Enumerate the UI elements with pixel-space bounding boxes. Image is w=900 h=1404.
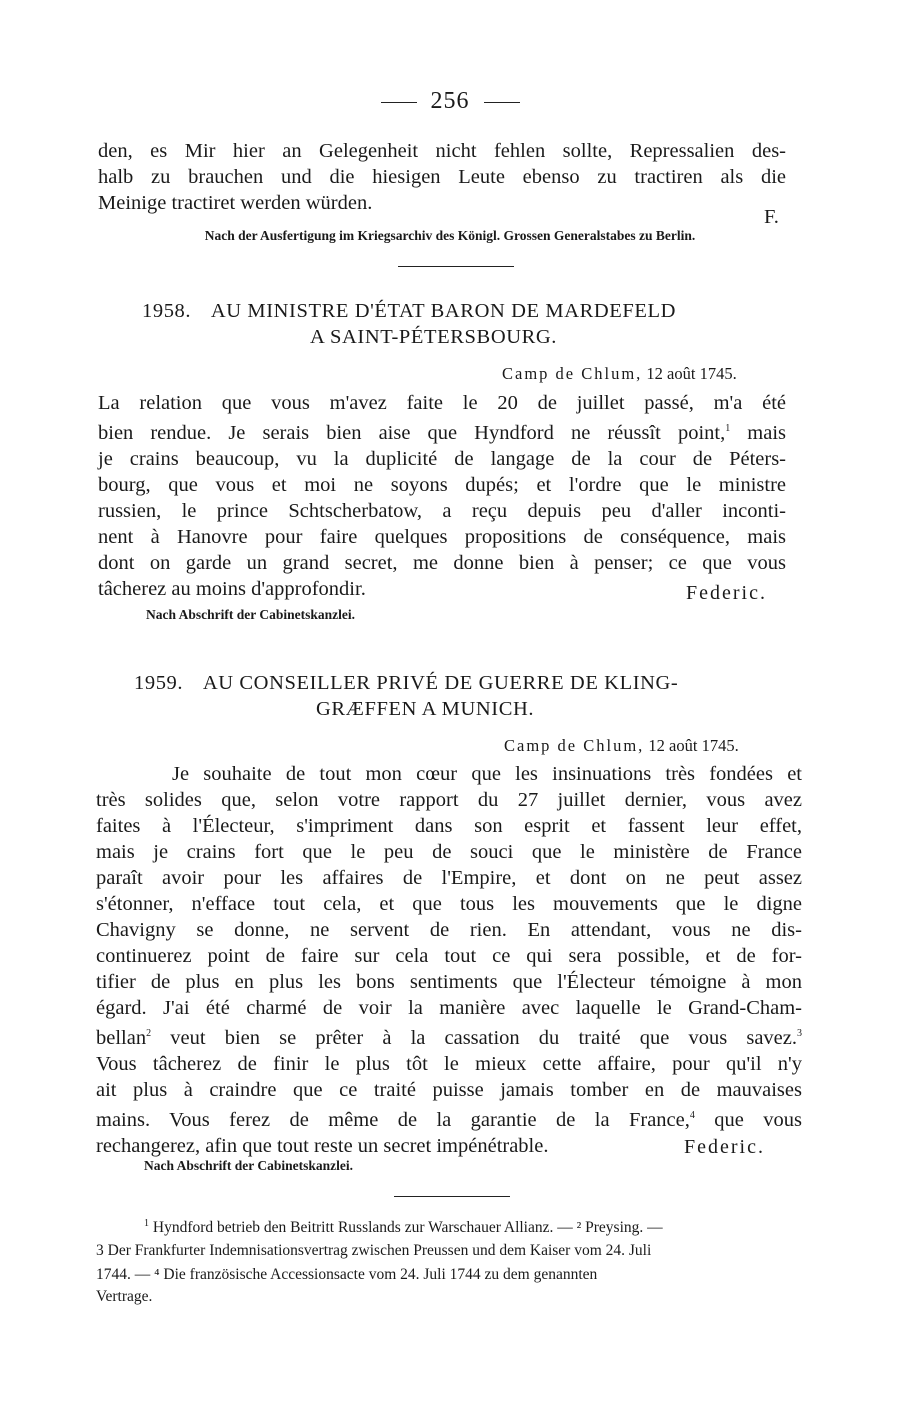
letter-1958-place-date	[502, 364, 737, 384]
body-line: mais je crains fort que le peu de souci que le ministère de France	[96, 841, 802, 863]
footnote-number: 1	[144, 1218, 149, 1229]
footnote-text: Hyndford betrieb den Beitritt Russlands zur Warschauer Allianz. — ² Preysing. —	[152, 1219, 663, 1237]
page-number-right-dash	[484, 102, 520, 103]
letter-1958-body	[98, 390, 786, 602]
letter-1958-heading	[142, 300, 676, 323]
page-number-text: 256	[430, 88, 470, 114]
body-line: continuerez point de faire sur cela tout ce qui sera possible, et de for-	[96, 945, 802, 967]
continuation-paragraph	[98, 138, 786, 216]
body-line: s'étonner, n'efface tout cela, et que tous les mouvements que le digne	[96, 893, 802, 915]
body-line-text: bien rendue. Je serais bien aise que Hyndford ne réussît point,	[98, 421, 726, 444]
letter-number: 1958.	[142, 300, 192, 322]
body-line-tail: veut bien se prêter à la cassation du traité que vous savez.	[170, 1026, 797, 1049]
letter-1959-place-date	[504, 736, 739, 756]
footnote-ref: 2	[146, 1028, 152, 1039]
body-line: tâcherez au moins d'approfondir.	[98, 577, 366, 600]
body-line	[96, 1021, 802, 1051]
footnote-line: 1744. — ⁴ Die französische Accessionsacte vom 24. Juli 1744 zu dem genannten	[96, 1266, 598, 1283]
body-line: nent à Hanovre pour faire quelques propositions de conséquence, mais	[98, 525, 786, 548]
footnote-ref: 4	[689, 1109, 695, 1121]
letter-date: 12 août 1745.	[648, 736, 739, 755]
body-line: russien, le prince Schtscherbatow, a reçu depuis peu d'aller inconti-	[98, 499, 786, 522]
letter-1958-source-note: Nach Abschrift der Cabinetskanzlei.	[146, 607, 356, 622]
letter-1959-signature: Federic.	[684, 1136, 765, 1158]
body-line	[96, 1103, 802, 1133]
body-line	[98, 416, 786, 446]
continuation-line: halb zu brauchen und die hiesigen Leute ebenso zu tractiren als die	[98, 166, 786, 188]
body-line: égard. J'ai été charmé de voir la manière avec laquelle le Grand-Cham-	[96, 997, 802, 1019]
letter-1959-heading-line2: GRÆFFEN A MUNICH.	[316, 698, 535, 720]
body-line: faites à l'Électeur, s'impriment dans son esprit et fassent leur effet,	[96, 815, 802, 837]
footnote-number: 3	[96, 1242, 104, 1259]
footnote-text: Der Frankfurter Indemnisationsvertrag zwischen Preussen und dem Kaiser vom 24. Juli	[107, 1242, 652, 1259]
place-name: Camp de Chlum,	[502, 364, 643, 383]
body-line: tifier de plus en plus les bons sentiments que l'Électeur témoigne à mon	[96, 971, 802, 993]
body-line: Chavigny se donne, ne servent de rien. En attendant, vous ne dis-	[96, 919, 802, 941]
footnote-line: Vertrage.	[96, 1288, 153, 1305]
letter-recipient: AU CONSEILLER PRIVÉ DE GUERRE DE KLING-	[202, 672, 679, 694]
body-line-text: bellan	[96, 1026, 147, 1049]
continuation-signature: F.	[764, 206, 779, 228]
footnote-line	[144, 1218, 663, 1237]
footnote-ref: 3	[797, 1028, 802, 1039]
place-name: Camp de Chlum,	[504, 736, 645, 755]
letter-1959-source-note: Nach Abschrift der Cabinetskanzlei.	[144, 1158, 354, 1173]
page-number-left-dash	[381, 102, 417, 103]
body-line: bourg, que vous et moi ne soyons dupés; et l'ordre que le ministre	[98, 473, 786, 496]
body-line-text: mains. Vous ferez de même de la garantie de la France,	[96, 1108, 690, 1131]
letter-1958-heading-line2: A SAINT-PÉTERSBOURG.	[310, 326, 558, 348]
body-line: paraît avoir pour les affaires de l'Empire, et dont on ne peut assez	[96, 867, 802, 889]
letter-recipient: AU MINISTRE D'ÉTAT BARON DE MARDEFELD	[210, 300, 677, 322]
body-line: rechangerez, afin que tout reste un secret impénétrable.	[96, 1134, 549, 1157]
body-line: dont on garde un grand secret, me donne bien à penser; ce que vous	[98, 551, 786, 574]
footnote-line	[96, 1242, 651, 1260]
body-line: Vous tâcherez de finir le plus tôt le mieux cette affaire, pour qu'il n'y	[96, 1052, 802, 1075]
letter-1959-heading	[134, 672, 678, 695]
body-line-tail: que vous	[714, 1108, 803, 1131]
section-divider	[398, 266, 514, 267]
body-line: très solides que, selon votre rapport du 27 juillet dernier, vous avez	[96, 789, 802, 811]
body-line: ait plus à craindre que ce traité puisse jamais tomber en de mauvaises	[96, 1078, 802, 1101]
letter-1958-signature: Federic.	[686, 582, 767, 604]
letter-number: 1959.	[134, 672, 184, 694]
page-number	[0, 88, 900, 115]
letter-date: 12 août 1745.	[646, 364, 737, 383]
continuation-line: Meinige tractiret werden würden.	[98, 192, 373, 214]
source-note-kriegsarchiv: Nach der Ausfertigung im Kriegsarchiv des Königl. Grossen Generalstabes zu Berlin.	[204, 228, 696, 243]
footnote-ref: 1	[725, 423, 731, 434]
letter-1959-body	[96, 761, 802, 1159]
body-line: Je souhaite de tout mon cœur que les insinuations très fondées et	[172, 763, 802, 785]
body-line: La relation que vous m'avez faite le 20 de juillet passé, m'a été	[98, 392, 786, 414]
continuation-line: den, es Mir hier an Gelegenheit nicht fehlen sollte, Repressalien des-	[98, 140, 786, 162]
body-line: je crains beaucoup, vu la duplicité de langage de la cour de Péters-	[98, 447, 786, 470]
footnote-divider	[394, 1196, 510, 1197]
body-line-tail: mais	[747, 421, 787, 444]
